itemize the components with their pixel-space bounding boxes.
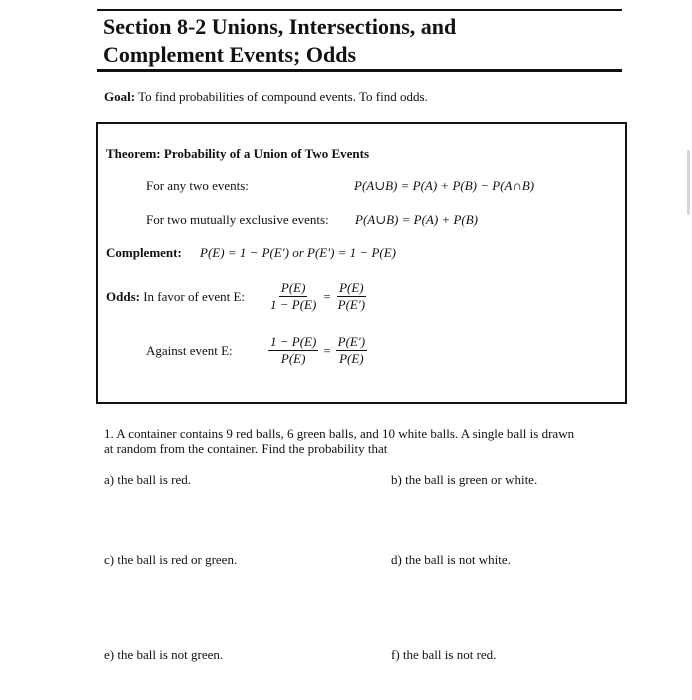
odds-label: Odds: <box>106 289 140 304</box>
odds-favor-label <box>106 289 245 305</box>
part-e: e) the ball is not green. <box>104 647 224 662</box>
theorem-heading: Theorem: Probability of a Union of Two Events <box>106 146 370 161</box>
title-line-2: Complement Events; Odds <box>103 42 357 67</box>
part-a: a) the ball is red. <box>104 472 191 487</box>
odds-against-label: Against event E: <box>146 343 233 358</box>
title-top-rule <box>97 9 622 11</box>
goal-statement <box>104 89 428 105</box>
odds-favor-text: In favor of event E: <box>143 289 246 304</box>
problem-line-2: at random from the container. Find the probability that <box>104 441 388 456</box>
exclusive-events-label: For two mutually exclusive events: <box>146 212 329 227</box>
favor-fraction-2: $\frac{P(E)}{P(E')}$ <box>337 280 366 312</box>
goal-text: To find probabilities of compound events. To find odds. <box>138 89 428 104</box>
vertical-scrollbar[interactable] <box>687 150 690 215</box>
page-title <box>103 13 623 69</box>
exclusive-union-formula: P(A∪B) = P(A) + P(B) <box>355 212 478 227</box>
favor-fraction-1: $\frac{P(E)}{1 - P(E)}$ <box>270 280 317 312</box>
problem-line-1: 1. A container contains 9 red balls, 6 green balls, and 10 white balls. A single ball is drawn <box>104 426 575 441</box>
odds-against-formula: $\frac{1 - P(E)}{P(E)}$ = $\frac{P(E')}{P(E)}$ <box>270 334 366 366</box>
goal-label: Goal: <box>104 89 136 104</box>
odds-favor-formula: $\frac{P(E)}{1 - P(E)}$ = $\frac{P(E)}{P(E')}$ <box>270 280 366 312</box>
against-fraction-2: $\frac{P(E')}{P(E)}$ <box>337 334 366 366</box>
part-d: d) the ball is not white. <box>391 552 511 567</box>
complement-label: Complement: <box>106 245 182 260</box>
any-events-label: For any two events: <box>146 178 249 193</box>
part-f: f) the ball is not red. <box>391 647 497 662</box>
against-fraction-1: $\frac{1 - P(E)}{P(E)}$ <box>270 334 317 366</box>
title-bottom-rule <box>97 69 622 72</box>
part-c: c) the ball is red or green. <box>104 552 238 567</box>
part-b: b) the ball is green or white. <box>391 472 538 487</box>
complement-formula: P(E) = 1 − P(E′) or P(E′) = 1 − P(E) <box>200 245 396 260</box>
union-formula: P(A∪B) = P(A) + P(B) − P(A∩B) <box>354 178 535 193</box>
title-line-1: Section 8-2 Unions, Intersections, and <box>103 14 457 39</box>
